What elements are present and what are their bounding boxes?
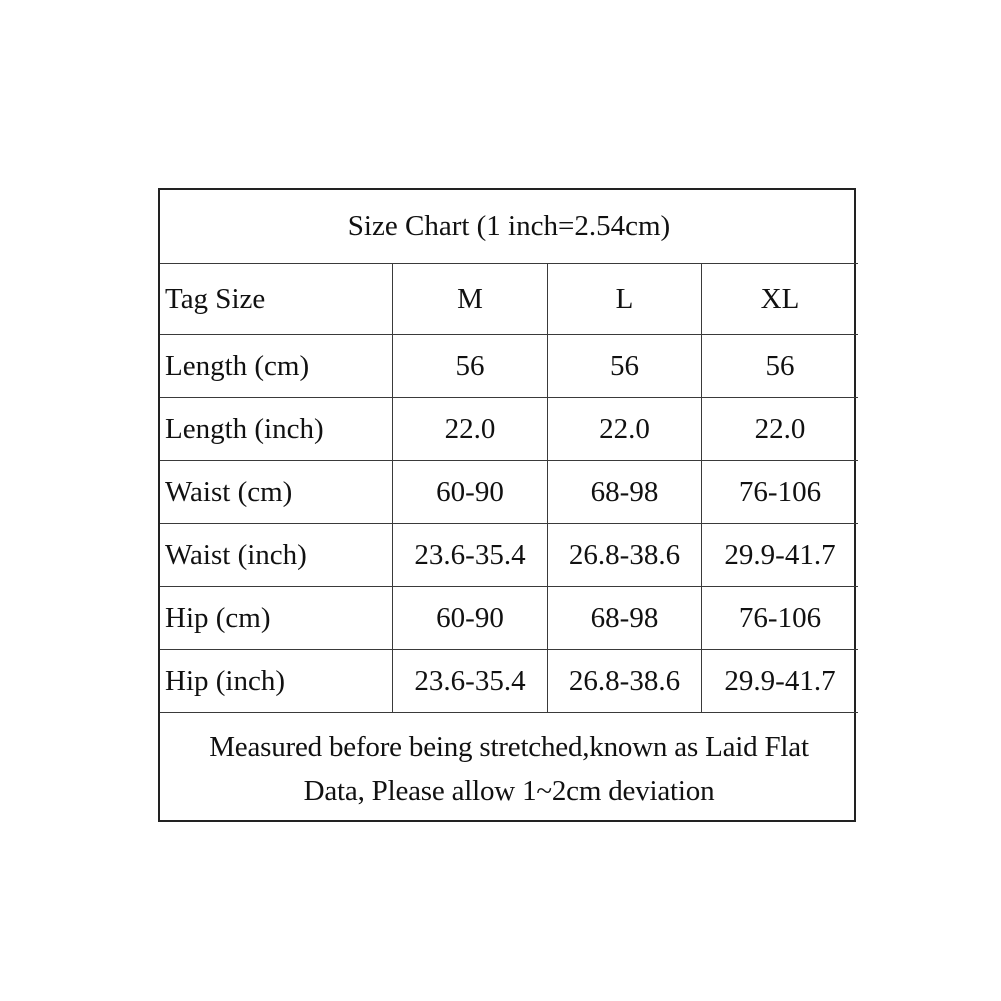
row-label-length-inch: Length (inch) <box>160 398 393 461</box>
table-cell: 26.8-38.6 <box>548 524 702 587</box>
row-label-length-cm: Length (cm) <box>160 335 393 398</box>
table-cell: 68-98 <box>548 461 702 524</box>
header-size-xl: XL <box>702 264 858 335</box>
measurement-note <box>160 713 858 824</box>
table-cell: 76-106 <box>702 587 858 650</box>
size-chart-table <box>158 188 856 822</box>
table-cell: 23.6-35.4 <box>393 650 548 713</box>
measurement-note-line-1: Measured before being stretched,known as Laid Flat <box>209 730 809 763</box>
table-cell: 76-106 <box>702 461 858 524</box>
table-cell: 56 <box>393 335 548 398</box>
row-label-waist-cm: Waist (cm) <box>160 461 393 524</box>
table-cell: 56 <box>702 335 858 398</box>
table-cell: 22.0 <box>702 398 858 461</box>
table-cell: 22.0 <box>393 398 548 461</box>
table-cell: 68-98 <box>548 587 702 650</box>
row-label-hip-inch: Hip (inch) <box>160 650 393 713</box>
table-cell: 26.8-38.6 <box>548 650 702 713</box>
measurement-note-line-2: Data, Please allow 1~2cm deviation <box>303 774 715 807</box>
table-cell: 60-90 <box>393 587 548 650</box>
header-size-l: L <box>548 264 702 335</box>
row-label-hip-cm: Hip (cm) <box>160 587 393 650</box>
table-cell: 23.6-35.4 <box>393 524 548 587</box>
table-cell: 60-90 <box>393 461 548 524</box>
header-tag-size-label: Tag Size <box>160 264 393 335</box>
table-cell: 22.0 <box>548 398 702 461</box>
table-cell: 56 <box>548 335 702 398</box>
header-size-m: M <box>393 264 548 335</box>
table-cell: 29.9-41.7 <box>702 650 858 713</box>
table-cell: 29.9-41.7 <box>702 524 858 587</box>
size-chart-title: Size Chart (1 inch=2.54cm) <box>160 190 858 264</box>
row-label-waist-inch: Waist (inch) <box>160 524 393 587</box>
